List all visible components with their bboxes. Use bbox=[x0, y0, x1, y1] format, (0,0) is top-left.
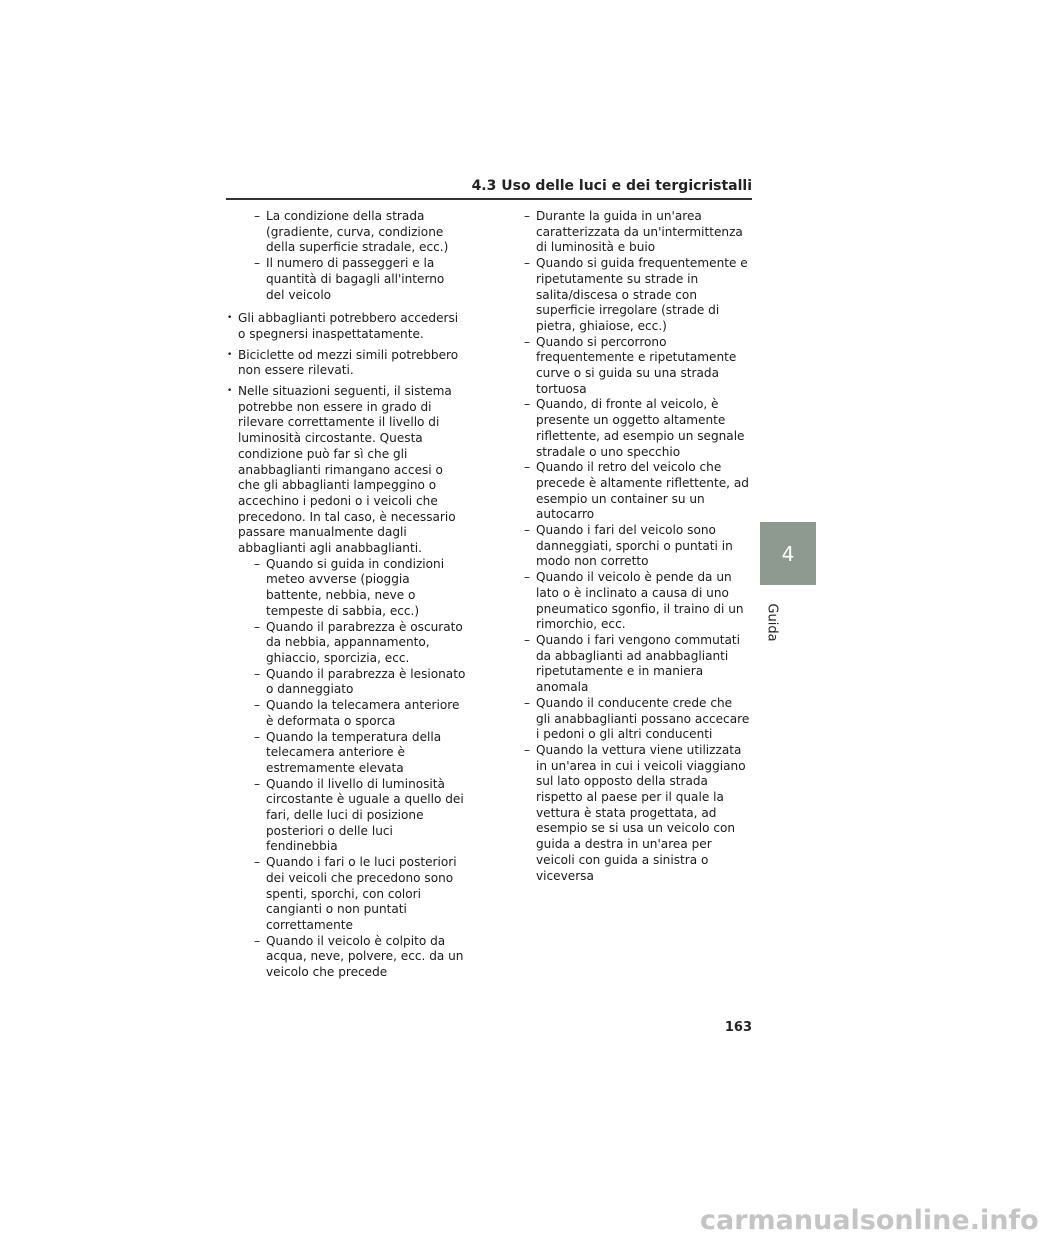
list-item: – Quando si guida frequentemente e ripetutamente su strade in salita/discesa o strade con superficie irregolare (strade di pietra, ghiaiose, ecc.) bbox=[524, 256, 750, 335]
list-item: – Quando il livello di luminosità circostante è uguale a quello dei fari, delle luci di posizione posteriori o delle luci fendinebbia bbox=[254, 777, 466, 856]
list-item: – Quando si percorrono frequentemente e ripetutamente curve o si guida su una strada tortuosa bbox=[524, 335, 750, 398]
bullet-item: • Biciclette od mezzi simili potrebbero non essere rilevati. bbox=[226, 348, 466, 379]
list-item: – Durante la guida in un'area caratterizzata da un'intermittenza di luminosità e buio bbox=[524, 209, 750, 256]
watermark: carmanualsonline.info bbox=[700, 1205, 1039, 1236]
header-divider bbox=[226, 198, 752, 200]
bullet-item: • Nelle situazioni seguenti, il sistema potrebbe non essere in grado di rilevare correttamente il livello di luminosità circostante. Questa condizione può far sì che gli anabbaglianti rimangano accesi o che gli abbaglianti lampeggino o accechino i pedoni o i veicoli che precedono. In tal caso, è necessario passare manualmente dagli abbaglianti agli anabbaglianti. bbox=[226, 384, 466, 557]
list-item: – Quando si guida in condizioni meteo avverse (pioggia battente, nebbia, neve o tempeste di sabbia, ecc.) bbox=[254, 557, 466, 620]
chapter-label-text: Guida bbox=[764, 602, 780, 642]
list-item: – Quando, di fronte al veicolo, è presente un oggetto altamente riflettente, ad esempio un segnale stradale o uno specchio bbox=[524, 397, 750, 460]
list-item: – Quando la temperatura della telecamera anteriore è estremamente elevata bbox=[254, 730, 466, 777]
list-item: – Quando il parabrezza è oscurato da nebbia, appannamento, ghiaccio, sporcizia, ecc. bbox=[254, 620, 466, 667]
list-item: – Quando il parabrezza è lesionato o danneggiato bbox=[254, 667, 466, 698]
list-item: – Quando i fari del veicolo sono danneggiati, sporchi o puntati in modo non corretto bbox=[524, 523, 750, 570]
list-item: – Quando la vettura viene utilizzata in un'area in cui i veicoli viaggiano sul lato opposto della strada rispetto al paese per il quale la vettura è stata progettata, ad esempio se si usa un veicolo con guida a destra in un'area per veicoli con guida a sinistra o viceversa bbox=[524, 743, 750, 884]
section-title: 4.3 Uso delle luci e dei tergicristalli bbox=[471, 178, 752, 194]
list-item: – Quando i fari vengono commutati da abbaglianti ad anabbaglianti ripetutamente e in maniera anomala bbox=[524, 633, 750, 696]
list-item: – Quando il veicolo è pende da un lato o è inclinato a causa di uno pneumatico sgonfio, il traino di un rimorchio, ecc. bbox=[524, 570, 750, 633]
list-item: – Quando il veicolo è colpito da acqua, neve, polvere, ecc. da un veicolo che precede bbox=[254, 934, 466, 981]
list-item: – Il numero di passeggeri e la quantità di bagagli all'interno del veicolo bbox=[254, 256, 466, 303]
page-number: 163 bbox=[724, 1020, 752, 1035]
list-item: – La condizione della strada (gradiente, curva, condizione della superficie stradale, ecc.) bbox=[254, 209, 466, 256]
list-item: – Quando il conducente crede che gli anabbaglianti possano accecare i pedoni o gli altri conducenti bbox=[524, 696, 750, 743]
left-column bbox=[226, 209, 466, 981]
list-item: – Quando la telecamera anteriore è deformata o sporca bbox=[254, 698, 466, 729]
chapter-tab: 4 bbox=[760, 522, 816, 585]
list-item: – Quando il retro del veicolo che precede è altamente riflettente, ad esempio un container su un autocarro bbox=[524, 460, 750, 523]
right-column bbox=[510, 209, 750, 884]
bullet-item: • Gli abbaglianti potrebbero accedersi o spegnersi inaspettatamente. bbox=[226, 311, 466, 342]
list-item: – Quando i fari o le luci posteriori dei veicoli che precedono sono spenti, sporchi, con colori cangianti o non puntati correttamente bbox=[254, 855, 466, 934]
chapter-label bbox=[762, 592, 782, 652]
